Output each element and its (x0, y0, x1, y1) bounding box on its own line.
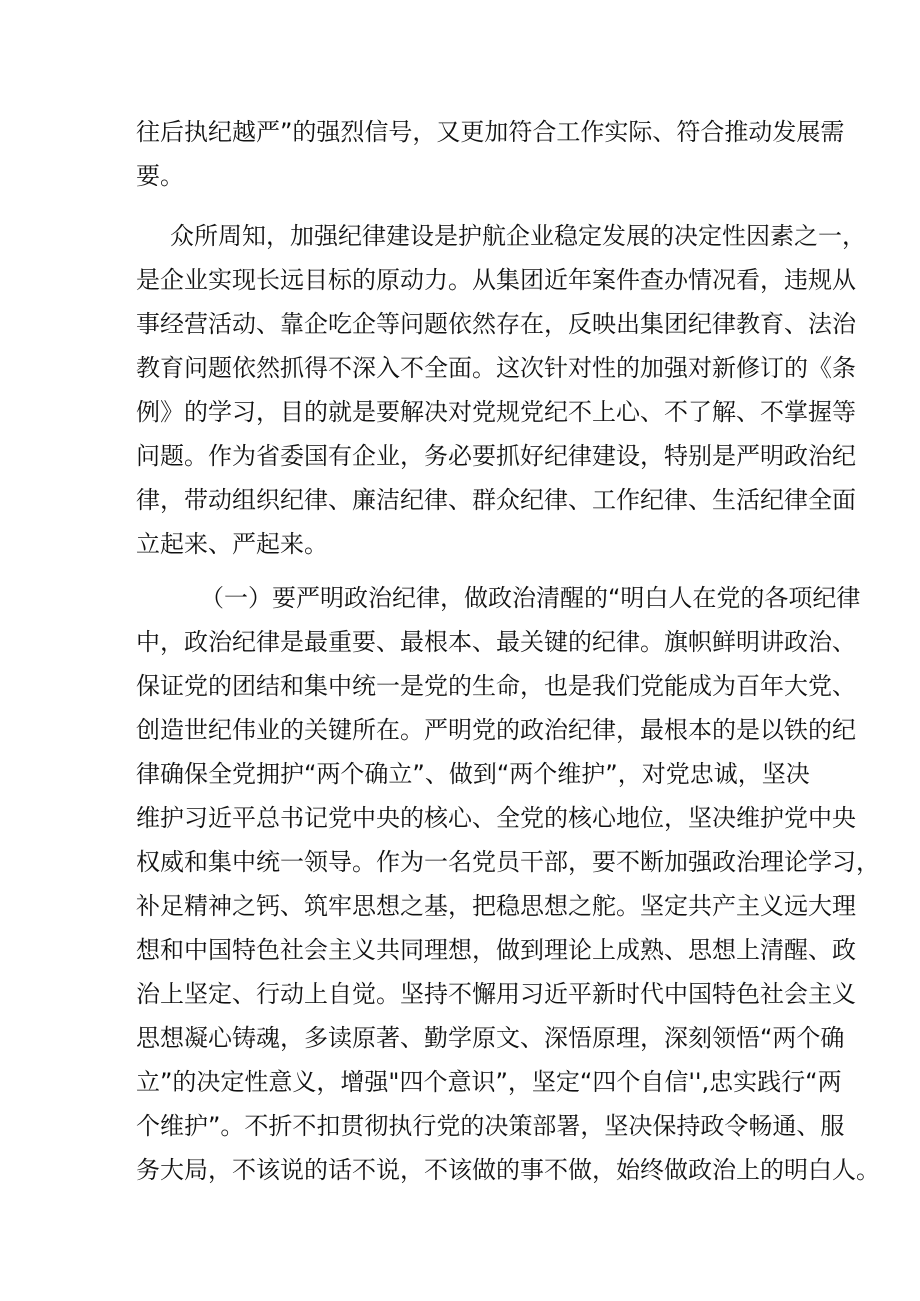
text-line: 要。 (136, 162, 184, 190)
text-line: 立”的决定性意义，增强"四个意识”，坚定“四个自信'',忠实践行“两 (136, 1068, 842, 1096)
text-line: 律，带动组织纪律、廉洁纪律、群众纪律、工作纪律、生活纪律全面 (136, 486, 856, 514)
text-line: 律确保全党拥护“两个确立”、做到“两个维护”，对党忠诚，坚决 (136, 760, 810, 788)
text-line: 往后执纪越严”的强烈信号，又更加符合工作实际、符合推动发展需 (136, 118, 845, 146)
paragraph-continuation (136, 110, 845, 198)
text-line: 创造世纪伟业的关键所在。严明党的政治纪律，最根本的是以铁的纪 (136, 716, 856, 744)
paragraph-discipline-building (136, 214, 866, 566)
section-heading-line: （一）要严明政治纪律，做政治清醒的“明白人在党的各项纪律 (200, 584, 861, 612)
text-line: 维护习近平总书记党中央的核心、全党的核心地位，坚决维护党中央 (136, 804, 856, 832)
text-line: 问题。作为省委国有企业，务必要抓好纪律建设，特别是严明政治纪 (136, 442, 856, 470)
text-line: 保证党的团结和集中统一是党的生命，也是我们党能成为百年大党、 (136, 672, 856, 700)
text-line: 事经营活动、靠企吃企等问题依然存在，反映出集团纪律教育、法治 (136, 310, 856, 338)
text-line: 权威和集中统一领导。作为一名党员干部，要不断加强政治理论学习， (136, 848, 880, 876)
text-line: 务大局，不该说的话不说，不该做的事不做，始终做政治上的明白人。 (136, 1156, 880, 1184)
paragraph-political-discipline (136, 576, 880, 1192)
text-line: 立起来、严起来。 (136, 530, 328, 558)
text-line: 补足精神之钙、筑牢思想之基，把稳思想之舵。坚定共产主义远大理 (136, 892, 856, 920)
text-line: 想和中国特色社会主义共同理想，做到理论上成熟、思想上清醒、政 (136, 936, 856, 964)
text-line: 是企业实现长远目标的原动力。从集团近年案件查办情况看，违规从 (136, 266, 856, 294)
text-line: 思想凝心铸魂，多读原著、勤学原文、深悟原理，深刻领悟“两个确 (136, 1024, 845, 1052)
text-line: 中，政治纪律是最重要、最根本、最关键的纪律。旗帜鲜明讲政治、 (136, 628, 856, 656)
text-line: 众所周知，加强纪律建设是护航企业稳定发展的决定性因素之一， (170, 222, 866, 250)
text-line: 教育问题依然抓得不深入不全面。这次针对性的加强对新修订的《条 (136, 354, 856, 382)
text-line: 个维护”。不折不扣贯彻执行党的决策部署，坚决保持政令畅通、服 (136, 1112, 845, 1140)
text-line: 治上坚定、行动上自觉。坚持不懈用习近平新时代中国特色社会主义 (136, 980, 856, 1008)
text-line: 例》的学习，目的就是要解决对党规党纪不上心、不了解、不掌握等 (136, 398, 856, 426)
